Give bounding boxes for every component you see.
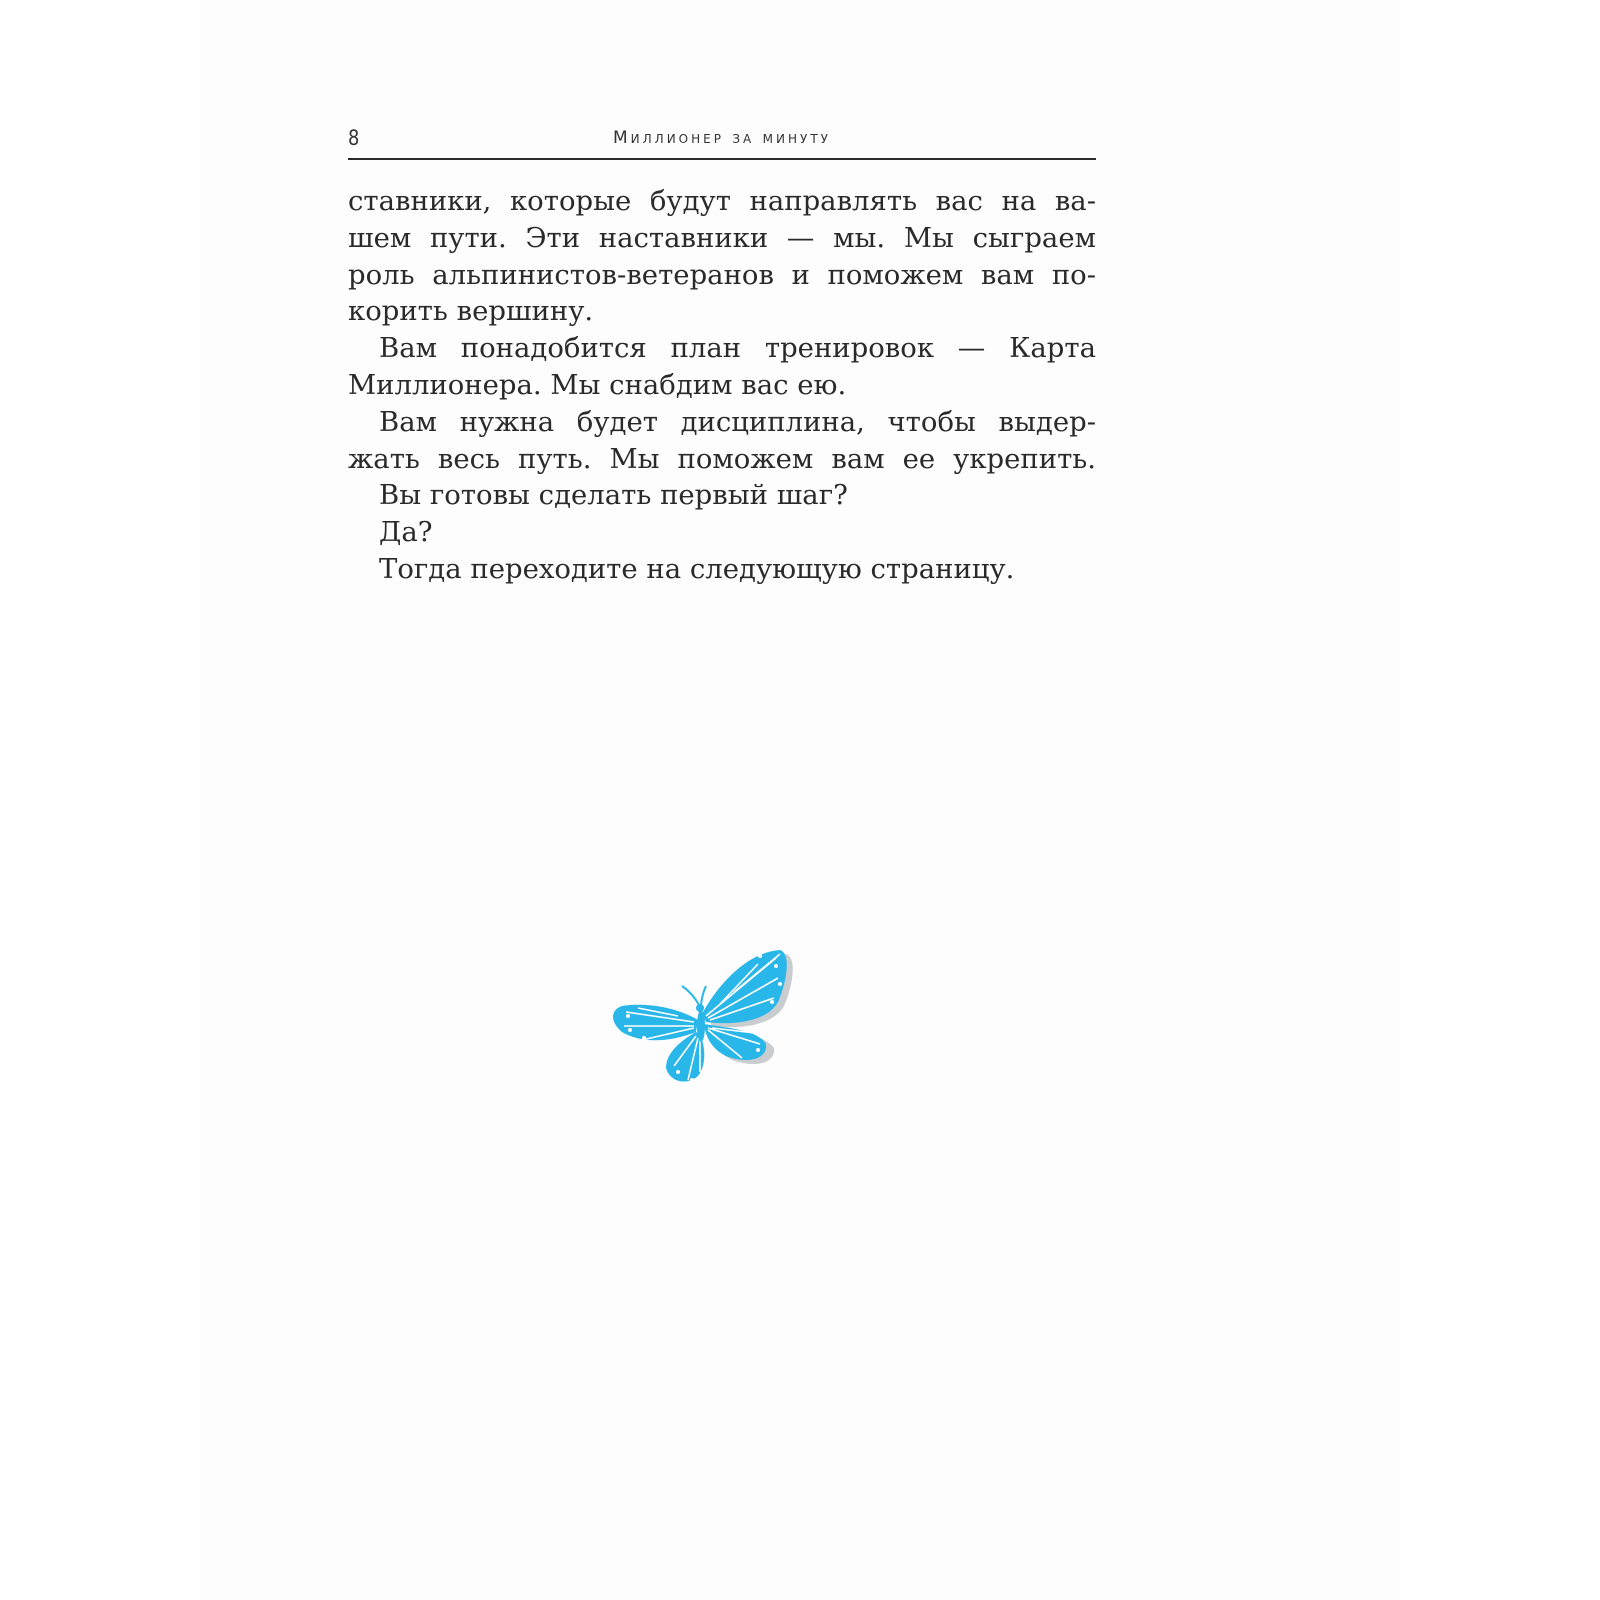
left-hindwing bbox=[666, 1032, 704, 1082]
left-forewing bbox=[613, 1005, 698, 1041]
butterfly-body bbox=[697, 1010, 705, 1042]
text-line: Миллионера. Мы снабдим вас ею. bbox=[348, 368, 847, 401]
text-line: ставники, которые будут направлять вас на ва- bbox=[348, 185, 1096, 217]
butterfly-antenna bbox=[701, 986, 706, 1005]
page-number: 8 bbox=[348, 126, 360, 150]
butterfly-icon bbox=[608, 944, 796, 1094]
text-line: корить вершину. bbox=[348, 295, 594, 328]
text-line: Вам понадобится план тренировок — Карта bbox=[379, 332, 1096, 365]
book-title: Миллионер за минуту bbox=[613, 128, 831, 148]
butterfly-head bbox=[696, 1004, 704, 1012]
body-text bbox=[348, 183, 1096, 588]
text-line: Да? bbox=[379, 516, 433, 549]
text-line: Тогда переходите на следующую страницу. bbox=[379, 552, 1015, 585]
text-line: роль альпинистов-ветеранов и поможем вам по- bbox=[348, 258, 1096, 291]
text-line: Вам нужна будет дисциплина, чтобы выдер- bbox=[379, 405, 1096, 438]
running-head bbox=[348, 122, 1096, 160]
text-line: шем пути. Эти наставники — мы. Мы сыграем bbox=[348, 221, 1096, 254]
butterfly-antenna bbox=[682, 986, 699, 1005]
text-line: Вы готовы сделать первый шаг? bbox=[379, 479, 848, 512]
text-line: жать весь путь. Мы поможем вам ее укрепить. bbox=[348, 442, 1096, 475]
